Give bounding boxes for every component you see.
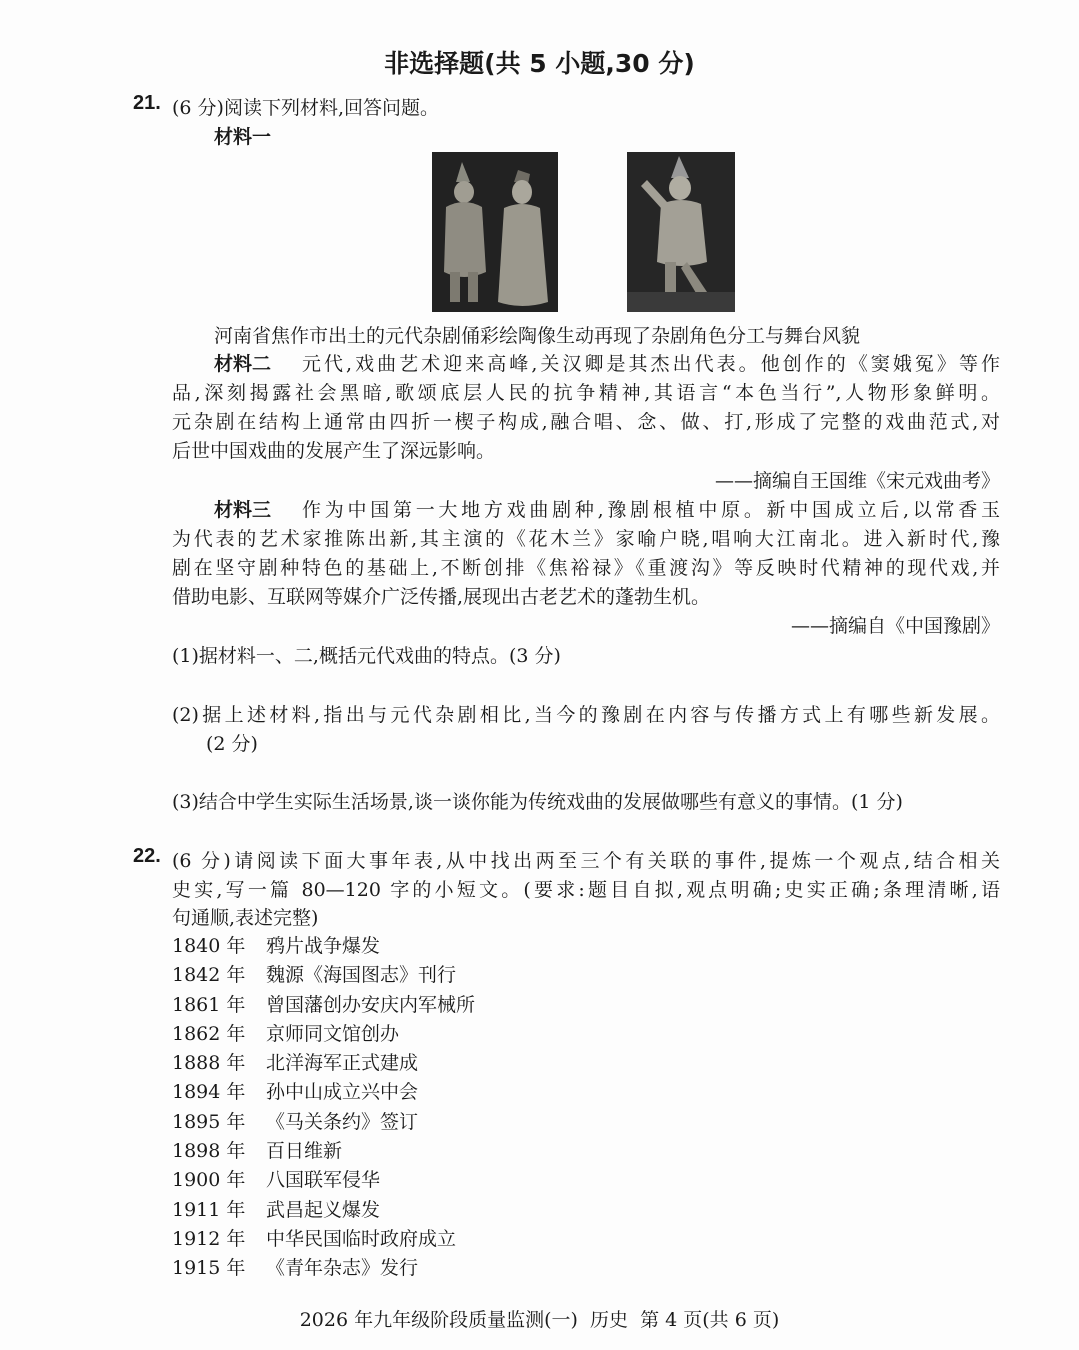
q22-line: 史实,写一篇 80—120 字的小短文。(要求:题目自拟,观点明确;史实正确;条理清晰,语 xyxy=(172,879,1000,901)
timeline-row: 1915 年 《青年杂志》发行 xyxy=(172,1257,419,1280)
timeline-row: 1900 年 八国联军侵华 xyxy=(172,1169,381,1192)
timeline-row: 1842 年 魏源《海国图志》刊行 xyxy=(172,964,457,987)
material2-line: 元杂剧在结构上通常由四折一楔子构成,融合唱、念、做、打,形成了完整的戏曲范式,对 xyxy=(172,411,1000,433)
figurine-photo-dancer xyxy=(627,152,735,312)
q22-number: 22. xyxy=(133,845,161,867)
material3-line: 借助电影、互联网等媒介广泛传播,展现出古老艺术的蓬勃生机。 xyxy=(172,586,711,608)
timeline-row: 1898 年 百日维新 xyxy=(172,1140,343,1163)
timeline-row: 1895 年 《马关条约》签订 xyxy=(172,1110,419,1133)
material3-label: 材料三 xyxy=(214,499,272,521)
material2-line: 品,深刻揭露社会黑暗,歌颂底层人民的抗争精神,其语言“本色当行”,人物形象鲜明。 xyxy=(172,382,1000,404)
material2-source: ——摘编自王国维《宋元戏曲考》 xyxy=(714,470,1000,492)
q22-line: (6 分)请阅读下面大事年表,从中找出两至三个有关联的事件,提炼一个观点,结合相关 xyxy=(172,850,1000,872)
section-title: 非选择题(共 5 小题,30 分) xyxy=(384,49,695,78)
material3-line: 为代表的艺术家推陈出新,其主演的《花木兰》家喻户晓,唱响大江南北。进入新时代,豫 xyxy=(172,528,1000,550)
timeline-row: 1912 年 中华民国临时政府成立 xyxy=(172,1227,457,1250)
sub-question-1: (1)据材料一、二,概括元代戏曲的特点。(3 分) xyxy=(172,645,561,667)
material2-line: 元代,戏曲艺术迎来高峰,关汉卿是其杰出代表。他创作的《窦娥冤》等作 xyxy=(302,353,1000,375)
timeline-row: 1888 年 北洋海军正式建成 xyxy=(172,1052,419,1075)
material3-line: 剧在坚守剧种特色的基础上,不断创排《焦裕禄》《重渡沟》等反映时代精神的现代戏,并 xyxy=(172,557,1000,579)
timeline-row: 1911 年 武昌起义爆发 xyxy=(172,1198,381,1221)
material3-line: 作为中国第一大地方戏曲剧种,豫剧根植中原。新中国成立后,以常香玉 xyxy=(302,499,1000,521)
timeline-row: 1840 年 鸦片战争爆发 xyxy=(172,935,381,957)
material3-source: ——摘编自《中国豫剧》 xyxy=(790,615,1000,637)
page-footer: 2026 年九年级阶段质量监测(一) 历史 第 4 页(共 6 页) xyxy=(299,1309,780,1331)
q21-prompt: (6 分)阅读下列材料,回答问题。 xyxy=(172,97,439,119)
timeline-row: 1894 年 孙中山成立兴中会 xyxy=(172,1081,419,1104)
q21-number: 21. xyxy=(133,92,161,114)
timeline-row: 1862 年 京师同文馆创办 xyxy=(172,1022,400,1045)
figurine-photo-pair xyxy=(432,152,558,312)
sub-question-2: (2)据上述材料,指出与元代杂剧相比,当今的豫剧在内容与传播方式上有哪些新发展。 xyxy=(172,704,1000,726)
q22-line: 句通顺,表述完整) xyxy=(172,907,319,929)
material2-line: 后世中国戏曲的发展产生了深远影响。 xyxy=(172,440,496,462)
timeline-row: 1861 年 曾国藩创办安庆内军械所 xyxy=(172,993,476,1016)
material1-label: 材料一 xyxy=(214,126,272,148)
sub-question-3: (3)结合中学生实际生活场景,谈一谈你能为传统戏曲的发展做哪些有意义的事情。(1 分) xyxy=(172,791,903,813)
material1-caption: 河南省焦作市出土的元代杂剧俑彩绘陶像生动再现了杂剧角色分工与舞台风貌 xyxy=(214,325,861,347)
sub-question-2-score: (2 分) xyxy=(206,733,258,755)
material2-label: 材料二 xyxy=(214,353,272,375)
timeline xyxy=(172,932,475,1284)
